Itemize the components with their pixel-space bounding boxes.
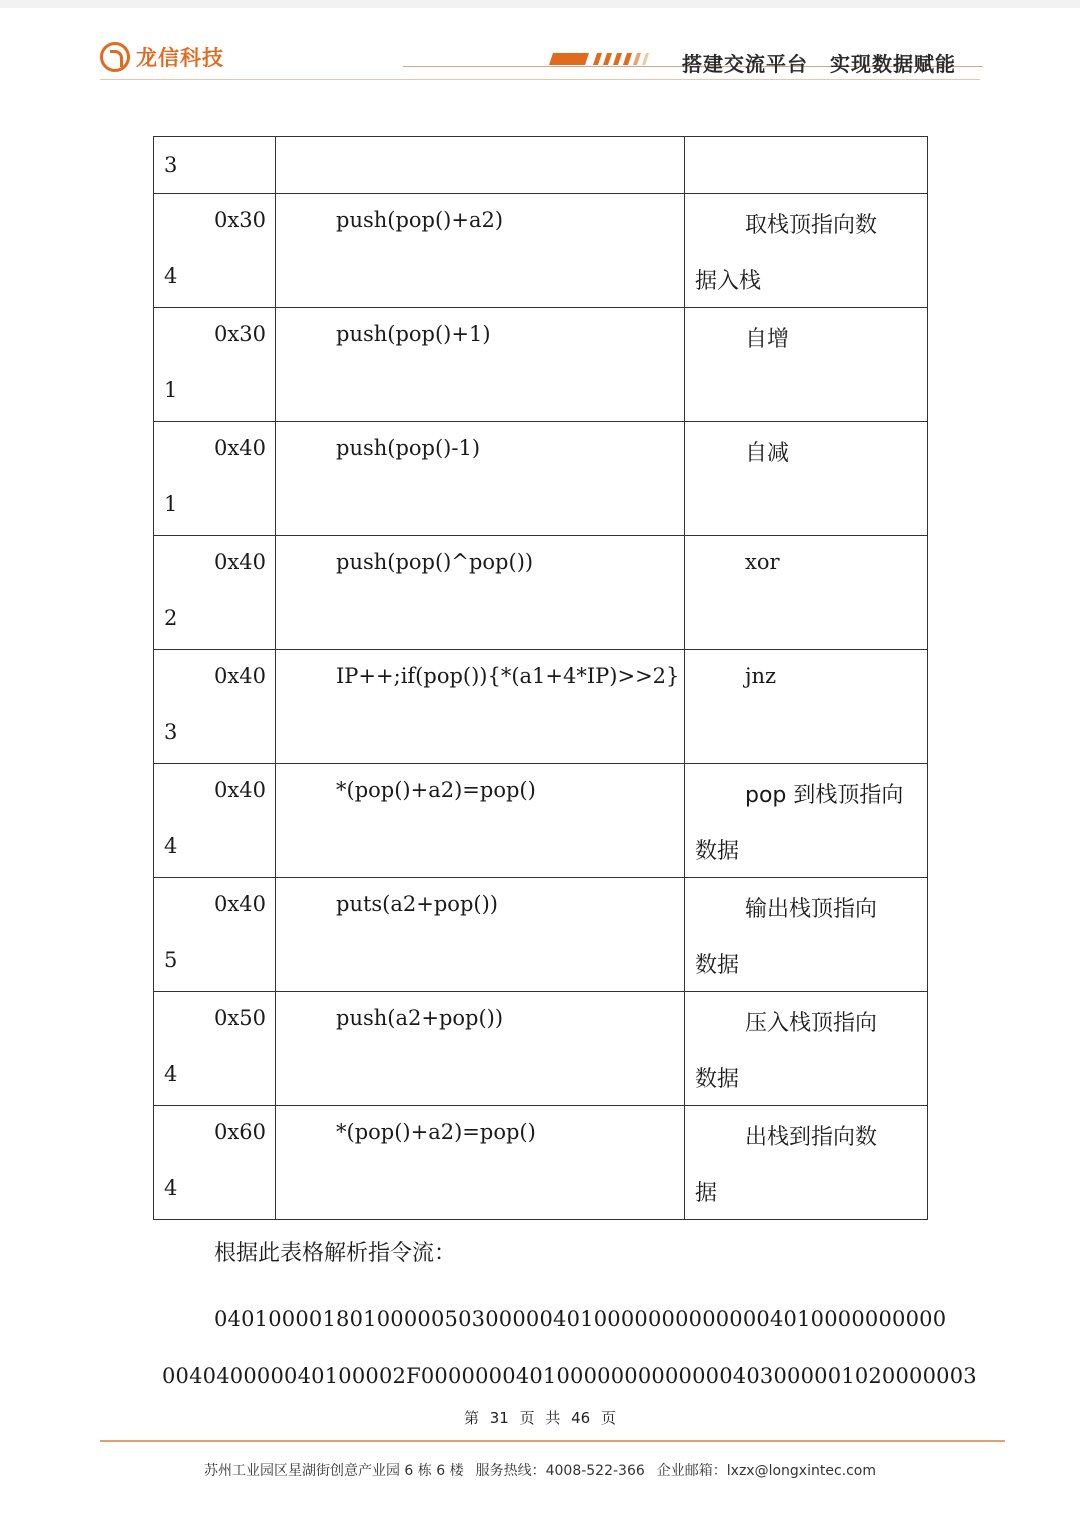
code-cell: push(pop()+a2) xyxy=(276,194,685,308)
table-row xyxy=(154,536,928,650)
hex-stream-line-1: 040100001801000005030000040100000000000004010000000000 xyxy=(214,1307,947,1331)
desc-cell: 自减 xyxy=(685,422,928,536)
desc-cell xyxy=(685,137,928,194)
desc-cell: 压入栈顶指向 数据 xyxy=(685,992,928,1106)
code-cell: *(pop()+a2)=pop() xyxy=(276,1106,685,1220)
table-row xyxy=(154,764,928,878)
code-cell: push(a2+pop()) xyxy=(276,992,685,1106)
opcode-cell: 0x40 2 xyxy=(154,536,276,650)
instruction-table xyxy=(153,136,928,1220)
opcode-cell: 0x40 5 xyxy=(154,878,276,992)
stripes-decoration-icon xyxy=(545,53,655,65)
desc-cell: 出栈到指向数 据 xyxy=(685,1106,928,1220)
table-row xyxy=(154,422,928,536)
opcode-cell: 0x30 4 xyxy=(154,194,276,308)
opcode-cell: 0x30 1 xyxy=(154,308,276,422)
footer-email: 企业邮箱：lxzx@longxintec.com xyxy=(656,1463,877,1479)
footer-address: 苏州工业园区星湖街创意产业园 6 栋 6 楼 xyxy=(203,1463,464,1479)
hex-stream-line-2: 004040000040100002F00000004010000000000000403000001020000003 xyxy=(162,1364,977,1388)
header-slogan xyxy=(682,48,956,77)
desc-cell: 自增 xyxy=(685,308,928,422)
table-row xyxy=(154,650,928,764)
logo-text: 龙信科技 xyxy=(136,46,224,70)
opcode-cell: 0x60 4 xyxy=(154,1106,276,1220)
opcode-cell: 0x40 4 xyxy=(154,764,276,878)
desc-cell: xor xyxy=(685,536,928,650)
desc-cell: 输出栈顶指向 数据 xyxy=(685,878,928,992)
desc-cell: jnz xyxy=(685,650,928,764)
body-paragraph: 根据此表格解析指令流： xyxy=(214,1241,457,1266)
code-cell: push(pop()+1) xyxy=(276,308,685,422)
code-cell: IP++;if(pop()){*(a1+4*IP)>>2} xyxy=(276,650,685,764)
code-cell: push(pop()-1) xyxy=(276,422,685,536)
page-number: 第 31 页 共 46 页 xyxy=(463,1409,616,1427)
desc-cell: 取栈顶指向数 据入栈 xyxy=(685,194,928,308)
opcode-cell: 0x40 3 xyxy=(154,650,276,764)
code-cell xyxy=(276,137,685,194)
opcode-cell: 0x40 1 xyxy=(154,422,276,536)
desc-cell: pop 到栈顶指向 数据 xyxy=(685,764,928,878)
code-cell: push(pop()^pop()) xyxy=(276,536,685,650)
table-row xyxy=(154,308,928,422)
table-row xyxy=(154,137,928,194)
slogan-right: 实现数据赋能 xyxy=(830,52,956,76)
code-cell: puts(a2+pop()) xyxy=(276,878,685,992)
header-rule-lower xyxy=(100,79,980,80)
footer-rule xyxy=(100,1440,1005,1442)
table-row xyxy=(154,992,928,1106)
footer-hotline: 服务热线：4008-522-366 xyxy=(475,1463,645,1479)
opcode-cell: 3 xyxy=(154,137,276,194)
page-header xyxy=(0,0,1080,110)
table-row xyxy=(154,878,928,992)
opcode-cell: 0x50 4 xyxy=(154,992,276,1106)
dragon-logo-icon xyxy=(100,42,130,72)
page-footer xyxy=(0,1460,1080,1480)
code-cell: *(pop()+a2)=pop() xyxy=(276,764,685,878)
slogan-left: 搭建交流平台 xyxy=(682,52,808,76)
table-row xyxy=(154,194,928,308)
table-row xyxy=(154,1106,928,1220)
company-logo xyxy=(100,42,224,72)
